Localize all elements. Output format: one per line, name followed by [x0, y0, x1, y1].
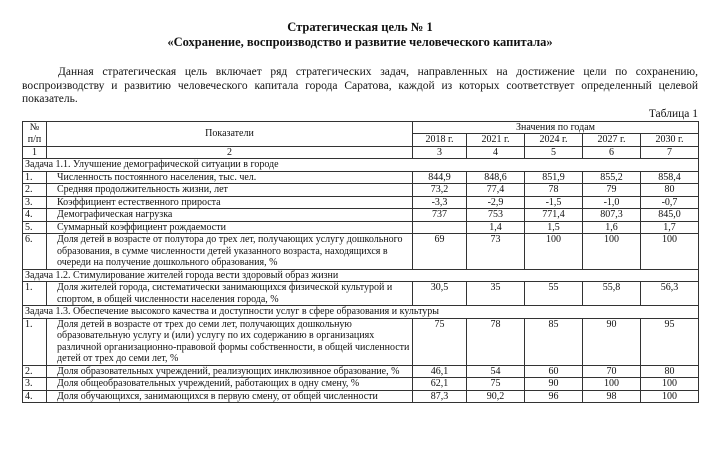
value-cell: -1,5	[525, 196, 583, 209]
value-cell: 90	[583, 318, 641, 365]
header-year: 2027 г.	[583, 134, 641, 147]
value-cell: 78	[467, 318, 525, 365]
table-row	[23, 184, 699, 197]
value-cell: 100	[583, 234, 641, 270]
row-number: 4.	[23, 209, 47, 222]
value-cell: 844,9	[413, 171, 467, 184]
value-cell: 100	[641, 390, 699, 403]
value-cell: 100	[641, 234, 699, 270]
value-cell: 46,1	[413, 365, 467, 378]
value-cell: 80	[641, 184, 699, 197]
value-cell: 30,5	[413, 282, 467, 306]
value-cell: 753	[467, 209, 525, 222]
row-number: 2.	[23, 365, 47, 378]
value-cell: 858,4	[641, 171, 699, 184]
value-cell: 851,9	[525, 171, 583, 184]
indicator-name: Доля образовательных учреждений, реализующих инклюзивное образование, %	[47, 365, 413, 378]
indicator-name: Численность постоянного населения, тыс. чел.	[47, 171, 413, 184]
value-cell: 55	[525, 282, 583, 306]
value-cell: 95	[641, 318, 699, 365]
table-row	[23, 209, 699, 222]
table-row	[23, 171, 699, 184]
value-cell: 56,3	[641, 282, 699, 306]
section-row	[23, 159, 699, 172]
header-year: 2021 г.	[467, 134, 525, 147]
value-cell: 90	[525, 378, 583, 391]
value-cell: 60	[525, 365, 583, 378]
indicator-name: Доля детей в возрасте от полутора до трех лет, получающих услугу дошкольного образования, в сумме численности детей указанного возраста, находящихся в очереди на получение дошкольного образования, %	[47, 234, 413, 270]
row-number: 6.	[23, 234, 47, 270]
value-cell	[413, 221, 467, 234]
indicators-table	[22, 121, 699, 404]
value-cell: 85	[525, 318, 583, 365]
col-number: 2	[47, 146, 413, 159]
table-row	[23, 234, 699, 270]
value-cell: 1,6	[583, 221, 641, 234]
page-subtitle: «Сохранение, воспроизводство и развитие человеческого капитала»	[167, 35, 553, 49]
section-title: Задача 1.2. Стимулирование жителей города вести здоровый образ жизни	[23, 269, 699, 282]
value-cell: 62,1	[413, 378, 467, 391]
value-cell: 1,4	[467, 221, 525, 234]
value-cell: 100	[525, 234, 583, 270]
value-cell: 54	[467, 365, 525, 378]
header-year: 2030 г.	[641, 134, 699, 147]
row-number: 1.	[23, 318, 47, 365]
section-row	[23, 306, 699, 319]
table-label: Таблица 1	[648, 107, 698, 120]
col-number: 4	[467, 146, 525, 159]
indicator-name: Суммарный коэффициент рождаемости	[47, 221, 413, 234]
value-cell: 1,5	[525, 221, 583, 234]
value-cell: 75	[413, 318, 467, 365]
page-title: Стратегическая цель № 1	[287, 20, 433, 34]
table-row	[23, 221, 699, 234]
row-number: 3.	[23, 378, 47, 391]
table-row	[23, 282, 699, 306]
value-cell: 70	[583, 365, 641, 378]
table-row	[23, 196, 699, 209]
section-row	[23, 269, 699, 282]
row-number: 2.	[23, 184, 47, 197]
value-cell: -0,7	[641, 196, 699, 209]
value-cell: 855,2	[583, 171, 641, 184]
intro-paragraph	[22, 66, 698, 107]
col-number: 1	[23, 146, 47, 159]
value-cell: 73	[467, 234, 525, 270]
value-cell: 98	[583, 390, 641, 403]
document-page	[22, 0, 698, 403]
indicator-name: Коэффициент естественного прироста	[47, 196, 413, 209]
value-cell: 79	[583, 184, 641, 197]
value-cell: -2,9	[467, 196, 525, 209]
row-number: 1.	[23, 171, 47, 184]
col-number: 6	[583, 146, 641, 159]
value-cell: 73,2	[413, 184, 467, 197]
section-title: Задача 1.3. Обеспечение высокого качества и доступности услуг в сфере образования и культуры	[23, 306, 699, 319]
table-row	[23, 365, 699, 378]
value-cell: 35	[467, 282, 525, 306]
value-cell: 1,7	[641, 221, 699, 234]
value-cell: 807,3	[583, 209, 641, 222]
col-number: 7	[641, 146, 699, 159]
value-cell: 771,4	[525, 209, 583, 222]
header-num: № п/п	[23, 121, 47, 146]
row-number: 1.	[23, 282, 47, 306]
value-cell: 96	[525, 390, 583, 403]
col-number: 5	[525, 146, 583, 159]
header-year: 2024 г.	[525, 134, 583, 147]
table-row	[23, 390, 699, 403]
value-cell: 77,4	[467, 184, 525, 197]
indicator-name: Доля жителей города, систематически занимающихся физической культурой и спортом, в общей численности населения города, %	[47, 282, 413, 306]
value-cell: 848,6	[467, 171, 525, 184]
value-cell: -1,0	[583, 196, 641, 209]
value-cell: 80	[641, 365, 699, 378]
value-cell: 737	[413, 209, 467, 222]
value-cell: 87,3	[413, 390, 467, 403]
col-number: 3	[413, 146, 467, 159]
row-number: 4.	[23, 390, 47, 403]
indicator-name: Доля общеобразовательных учреждений, работающих в одну смену, %	[47, 378, 413, 391]
value-cell: 90,2	[467, 390, 525, 403]
value-cell: 100	[583, 378, 641, 391]
value-cell: 55,8	[583, 282, 641, 306]
value-cell: 78	[525, 184, 583, 197]
header-indicator: Показатели	[47, 121, 413, 146]
value-cell: 75	[467, 378, 525, 391]
intro-text: Данная стратегическая цель включает ряд стратегических задач, направленных на достижение цели по сохранению, воспроизводству и развитию человеческого капитала города Саратова, каждой из которых соответствует определенный целевой показатель.	[22, 66, 698, 106]
indicator-name: Демографическая нагрузка	[47, 209, 413, 222]
indicator-name: Средняя продолжительность жизни, лет	[47, 184, 413, 197]
table-row	[23, 318, 699, 365]
value-cell: 100	[641, 378, 699, 391]
indicator-name: Доля детей в возрасте от трех до семи лет, получающих дошкольную образовательную услугу и (или) услугу по их содержанию в организациях различной организационно-правовой формы собственности, в общей численности детей от трех до семи лет, %	[47, 318, 413, 365]
table-row	[23, 378, 699, 391]
value-cell: 69	[413, 234, 467, 270]
value-cell: 845,0	[641, 209, 699, 222]
header-year: 2018 г.	[413, 134, 467, 147]
header-values: Значения по годам	[413, 121, 699, 134]
value-cell: -3,3	[413, 196, 467, 209]
indicator-name: Доля обучающихся, занимающихся в первую смену, от общей численности	[47, 390, 413, 403]
row-number: 5.	[23, 221, 47, 234]
row-number: 3.	[23, 196, 47, 209]
section-title: Задача 1.1. Улучшение демографической ситуации в городе	[23, 159, 699, 172]
table-body	[23, 159, 699, 403]
